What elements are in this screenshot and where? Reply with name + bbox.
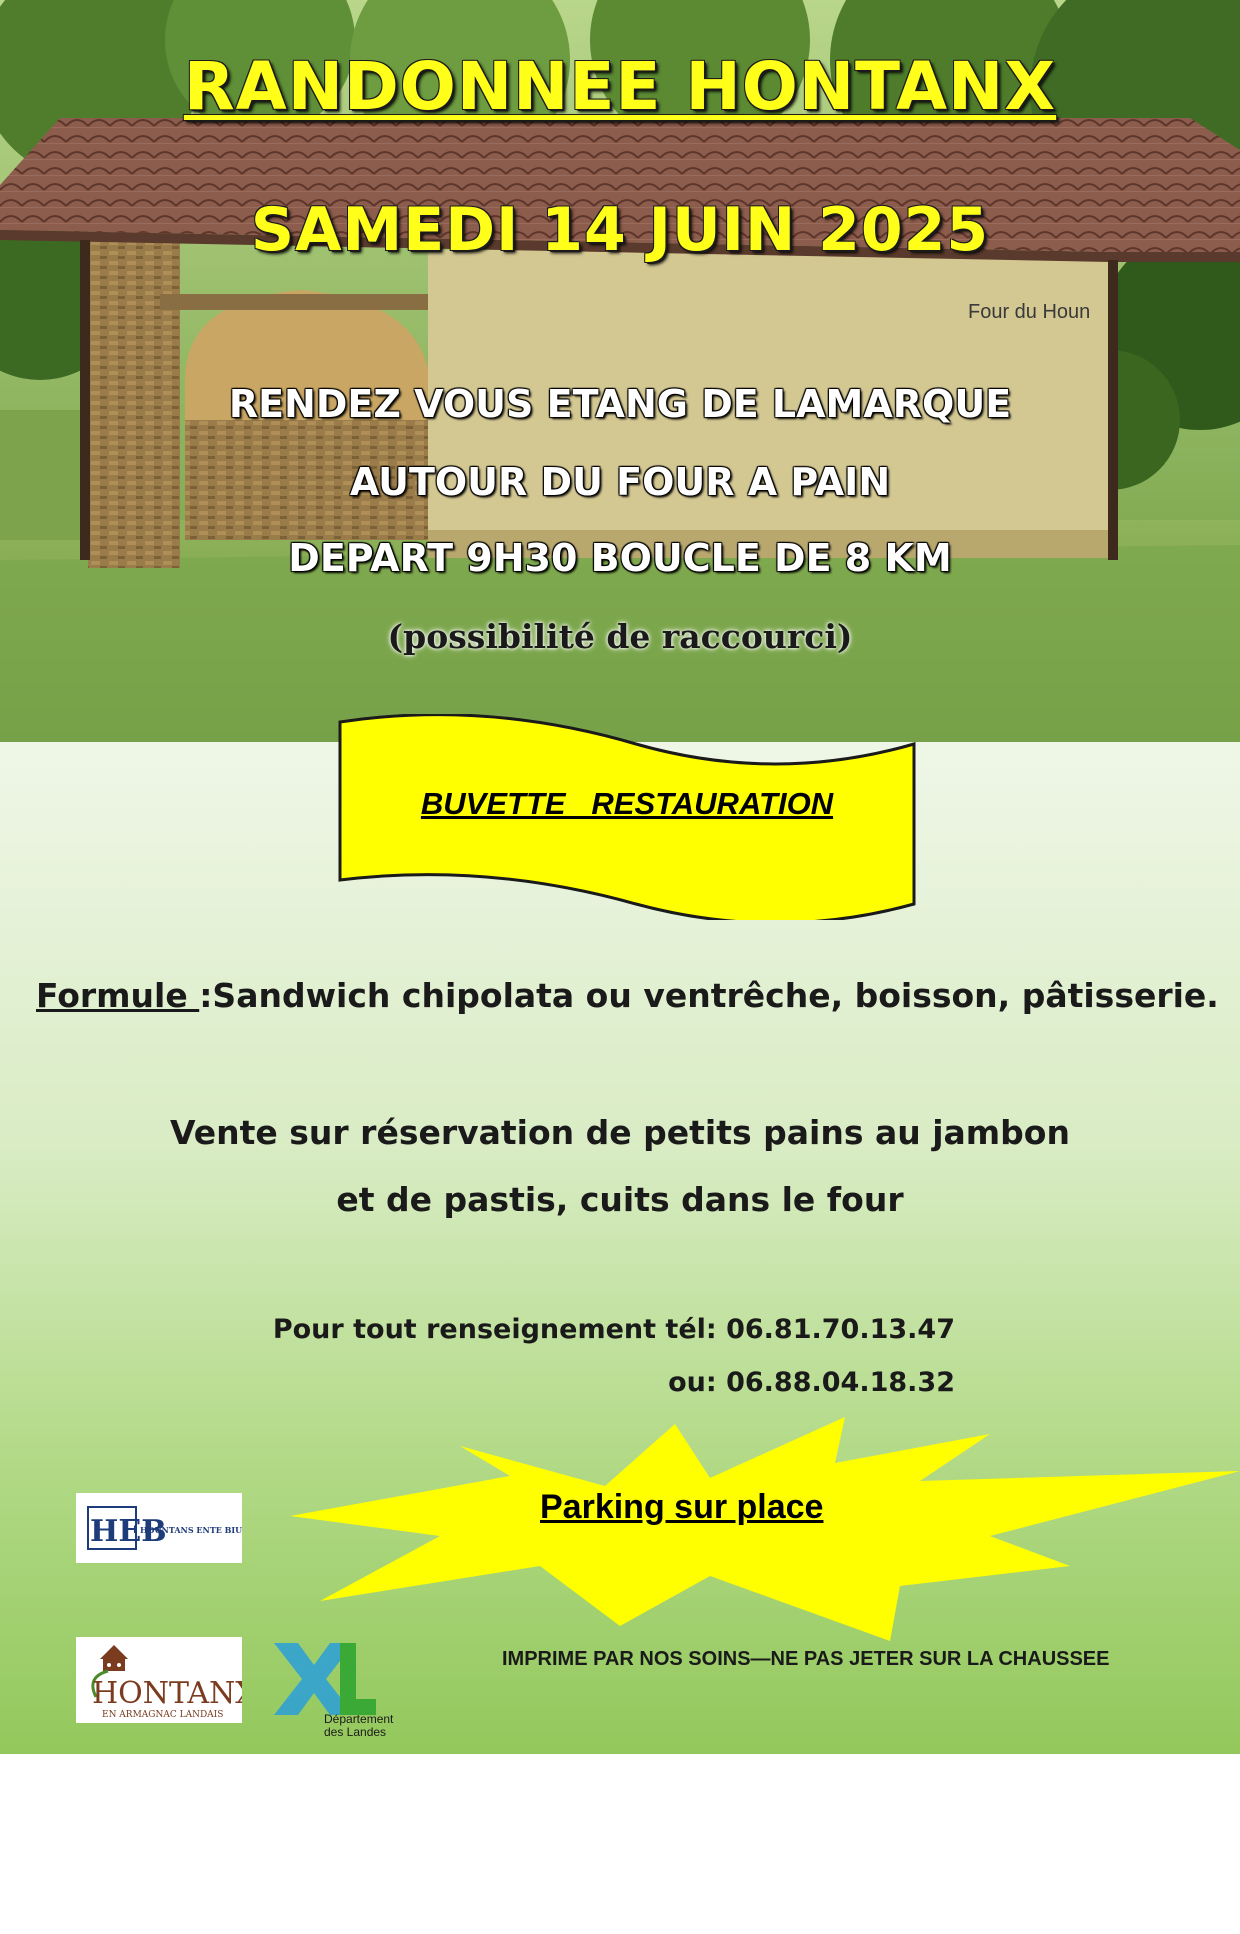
heb-monogram: HEB <box>90 1514 167 1549</box>
hontanx-name: HONTANX <box>92 1676 242 1711</box>
meeting-location-detail: AUTOUR DU FOUR A PAIN <box>349 460 891 504</box>
landes-xl-icon <box>258 1637 418 1737</box>
shortcut-note: (possibilité de raccourci) <box>387 617 853 656</box>
contact-phone-2: ou: 06.88.04.18.32 <box>668 1367 955 1398</box>
hontanx-subtitle: EN ARMAGNAC LANDAIS <box>102 1710 224 1720</box>
vente-line-1: Vente sur réservation de petits pains au jambon <box>170 1113 1070 1152</box>
formule-separator: : <box>199 976 213 1015</box>
landes-name-line-1: Département <box>324 1712 394 1726</box>
formule-line <box>36 976 1219 1015</box>
landes-name-line-2: des Landes <box>324 1725 387 1737</box>
formule-text: Sandwich chipolata ou ventrêche, boisson, pâtisserie. <box>212 976 1219 1015</box>
footer-note: IMPRIME PAR NOS SOINS—NE PAS JETER SUR LA CHAUSSEE <box>502 1648 1110 1670</box>
hontanx-tower-icon <box>76 1637 242 1723</box>
departure-info: DEPART 9H30 BOUCLE DE 8 KM <box>288 536 952 580</box>
landes-logo <box>258 1637 418 1737</box>
contact-phone-1: Pour tout renseignement tél: 06.81.70.13.47 <box>272 1314 955 1345</box>
hountans-logo-card <box>76 1493 242 1563</box>
buvette-label: BUVETTE RESTAURATION <box>420 786 834 821</box>
heb-name: HOUNTANS ENTE BIUE <box>140 1525 242 1535</box>
parking-starburst <box>290 1416 1240 1646</box>
page-title: RANDONNEE HONTANX <box>183 48 1057 125</box>
heb-logo-area <box>76 1864 242 1934</box>
heb-monogram-icon <box>76 1493 242 1563</box>
header-photo <box>0 0 1240 742</box>
event-date: SAMEDI 14 JUIN 2025 <box>250 195 990 265</box>
four-du-houn-sign: Four du Houn <box>968 301 1091 323</box>
parking-label: Parking sur place <box>540 1488 824 1526</box>
hontanx-logo <box>76 1637 242 1723</box>
formule-label: Formule <box>36 976 200 1015</box>
vente-line-2: et de pastis, cuits dans le four <box>336 1180 904 1219</box>
meeting-point: RENDEZ VOUS ETANG DE LAMARQUE <box>228 382 1012 426</box>
